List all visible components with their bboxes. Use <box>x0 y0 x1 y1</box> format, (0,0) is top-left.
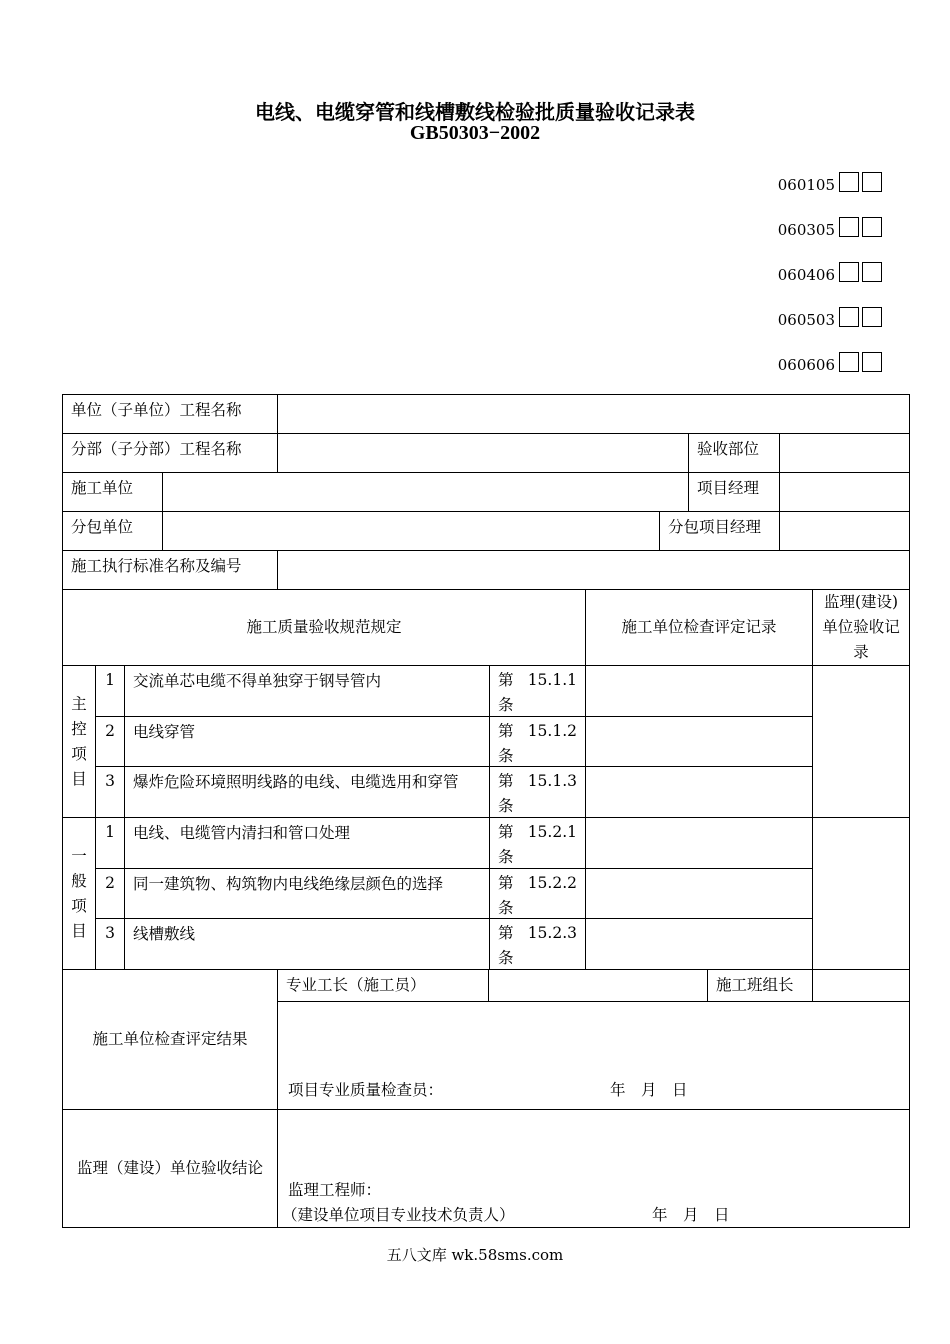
spec-column-header <box>62 589 586 666</box>
clause-reference <box>489 665 586 717</box>
supervision-conclusion-label <box>62 1109 278 1228</box>
supervision-conclusion-field[interactable] <box>277 1109 910 1228</box>
construction-result-field[interactable] <box>277 1001 910 1110</box>
clause-prefix: 第 <box>498 722 514 740</box>
checkbox[interactable] <box>862 217 882 237</box>
clause-reference <box>489 817 586 869</box>
clause-prefix: 第 <box>498 924 514 942</box>
acceptance-part-field[interactable] <box>779 433 910 473</box>
clause-suffix: 条 <box>498 848 514 866</box>
clause-suffix: 条 <box>498 696 514 714</box>
item-description: 电线、电缆管内清扫和管口处理 <box>124 817 490 869</box>
clause-prefix: 第 <box>498 823 514 841</box>
clause-suffix: 条 <box>498 899 514 917</box>
clause-number: 15.2.1 <box>527 823 577 841</box>
item-number: 2 <box>95 716 125 767</box>
check-record-column-header <box>585 589 813 666</box>
main-items-group-label <box>62 665 96 818</box>
check-record-cell[interactable] <box>585 766 813 818</box>
checkbox[interactable] <box>839 217 859 237</box>
checkbox[interactable] <box>839 262 859 282</box>
form-code: 060105 <box>777 176 835 194</box>
item-number: 3 <box>95 766 125 818</box>
sub-project-field[interactable] <box>277 433 689 473</box>
clause-number: 15.1.3 <box>527 772 577 790</box>
item-number: 1 <box>95 817 125 869</box>
check-record-cell[interactable] <box>585 918 813 970</box>
clause-reference <box>489 766 586 818</box>
checkbox[interactable] <box>862 172 882 192</box>
main-items-label: 主控项目 <box>71 694 87 788</box>
item-description: 爆炸危险环境照明线路的电线、电缆选用和穿管 <box>124 766 490 818</box>
clause-suffix: 条 <box>498 949 514 967</box>
engineer-label: 监理工程师： <box>288 1181 382 1199</box>
clause-number: 15.1.1 <box>527 671 577 689</box>
clause-number: 15.1.2 <box>527 722 577 740</box>
checkbox[interactable] <box>862 262 882 282</box>
clause-number: 15.2.2 <box>527 874 577 892</box>
general-items-label: 一般项目 <box>71 846 87 940</box>
acceptance-part-label: 验收部位 <box>688 433 780 473</box>
form-code-list <box>778 172 882 397</box>
form-code-row <box>778 172 882 217</box>
checkbox[interactable] <box>862 352 882 372</box>
inspector-label: 项目专业质量检查员： <box>288 1081 444 1099</box>
item-description: 交流单芯电缆不得单独穿于钢导管内 <box>124 665 490 717</box>
check-record-cell[interactable] <box>585 817 813 869</box>
clause-reference <box>489 868 586 919</box>
check-record-cell[interactable] <box>585 716 813 767</box>
check-record-column-label: 施工单位检查评定记录 <box>621 618 777 636</box>
project-manager-field[interactable] <box>779 472 910 512</box>
standard-name-label: 施工执行标准名称及编号 <box>62 550 278 590</box>
spec-column-label: 施工质量验收规范规定 <box>246 618 402 636</box>
supervision-column-header <box>812 589 910 666</box>
construction-result-label <box>62 969 278 1110</box>
supervision-column-label: 监理(建设)单位验收记录 <box>822 593 900 661</box>
foreman-field[interactable] <box>488 969 708 1002</box>
form-code-row <box>778 217 882 262</box>
result-date: 年 月 日 <box>610 1081 688 1099</box>
foreman-label: 专业工长（施工员） <box>277 969 489 1002</box>
subcontract-manager-field[interactable] <box>779 511 910 551</box>
main-items-supervision-cell[interactable] <box>812 665 910 818</box>
form-code: 060606 <box>777 356 835 374</box>
checkbox[interactable] <box>862 307 882 327</box>
check-record-cell[interactable] <box>585 665 813 717</box>
footer-watermark: 五八文库 wk.58sms.com <box>386 1246 564 1264</box>
supervision-conclusion-label-text: 监理（建设）单位验收结论 <box>76 1159 263 1177</box>
project-manager-label: 项目经理 <box>688 472 780 512</box>
checkbox[interactable] <box>839 352 859 372</box>
sub-project-label: 分部（子分部）工程名称 <box>62 433 278 473</box>
form-code: 060503 <box>777 311 835 329</box>
subcontract-manager-label: 分包项目经理 <box>659 511 780 551</box>
item-number: 2 <box>95 868 125 919</box>
subcontract-unit-field[interactable] <box>162 511 660 551</box>
team-leader-label: 施工班组长 <box>707 969 813 1002</box>
checkbox[interactable] <box>839 307 859 327</box>
item-number: 3 <box>95 918 125 970</box>
owner-rep-label: （建设单位项目专业技术负责人） <box>282 1206 515 1224</box>
clause-reference <box>489 716 586 767</box>
construction-result-label-text: 施工单位检查评定结果 <box>92 1030 248 1048</box>
clause-suffix: 条 <box>498 747 514 765</box>
construction-unit-field[interactable] <box>162 472 689 512</box>
checkbox[interactable] <box>839 172 859 192</box>
clause-suffix: 条 <box>498 797 514 815</box>
form-title: 电线、电缆穿管和线槽敷线检验批质量验收记录表 <box>255 100 695 124</box>
item-description: 同一建筑物、构筑物内电线绝缘层颜色的选择 <box>124 868 490 919</box>
standard-code: GB50303−2002 <box>409 122 541 144</box>
clause-number: 15.2.3 <box>527 924 577 942</box>
item-number: 1 <box>95 665 125 717</box>
form-code-row <box>778 307 882 352</box>
item-description: 电线穿管 <box>124 716 490 767</box>
clause-prefix: 第 <box>498 671 514 689</box>
clause-prefix: 第 <box>498 874 514 892</box>
unit-project-label: 单位（子单位）工程名称 <box>62 394 278 434</box>
clause-reference <box>489 918 586 970</box>
form-code-row <box>778 352 882 397</box>
form-code: 060305 <box>777 221 835 239</box>
construction-unit-label: 施工单位 <box>62 472 163 512</box>
form-code-row <box>778 262 882 307</box>
subcontract-unit-label: 分包单位 <box>62 511 163 551</box>
supervision-date: 年 月 日 <box>652 1206 730 1224</box>
team-leader-field[interactable] <box>812 969 910 1002</box>
general-items-supervision-cell[interactable] <box>812 817 910 970</box>
standard-name-field[interactable] <box>277 550 910 590</box>
general-items-group-label <box>62 817 96 970</box>
clause-prefix: 第 <box>498 772 514 790</box>
check-record-cell[interactable] <box>585 868 813 919</box>
form-code: 060406 <box>777 266 835 284</box>
item-description: 线槽敷线 <box>124 918 490 970</box>
inspection-form <box>62 394 910 1228</box>
unit-project-field[interactable] <box>277 394 910 434</box>
